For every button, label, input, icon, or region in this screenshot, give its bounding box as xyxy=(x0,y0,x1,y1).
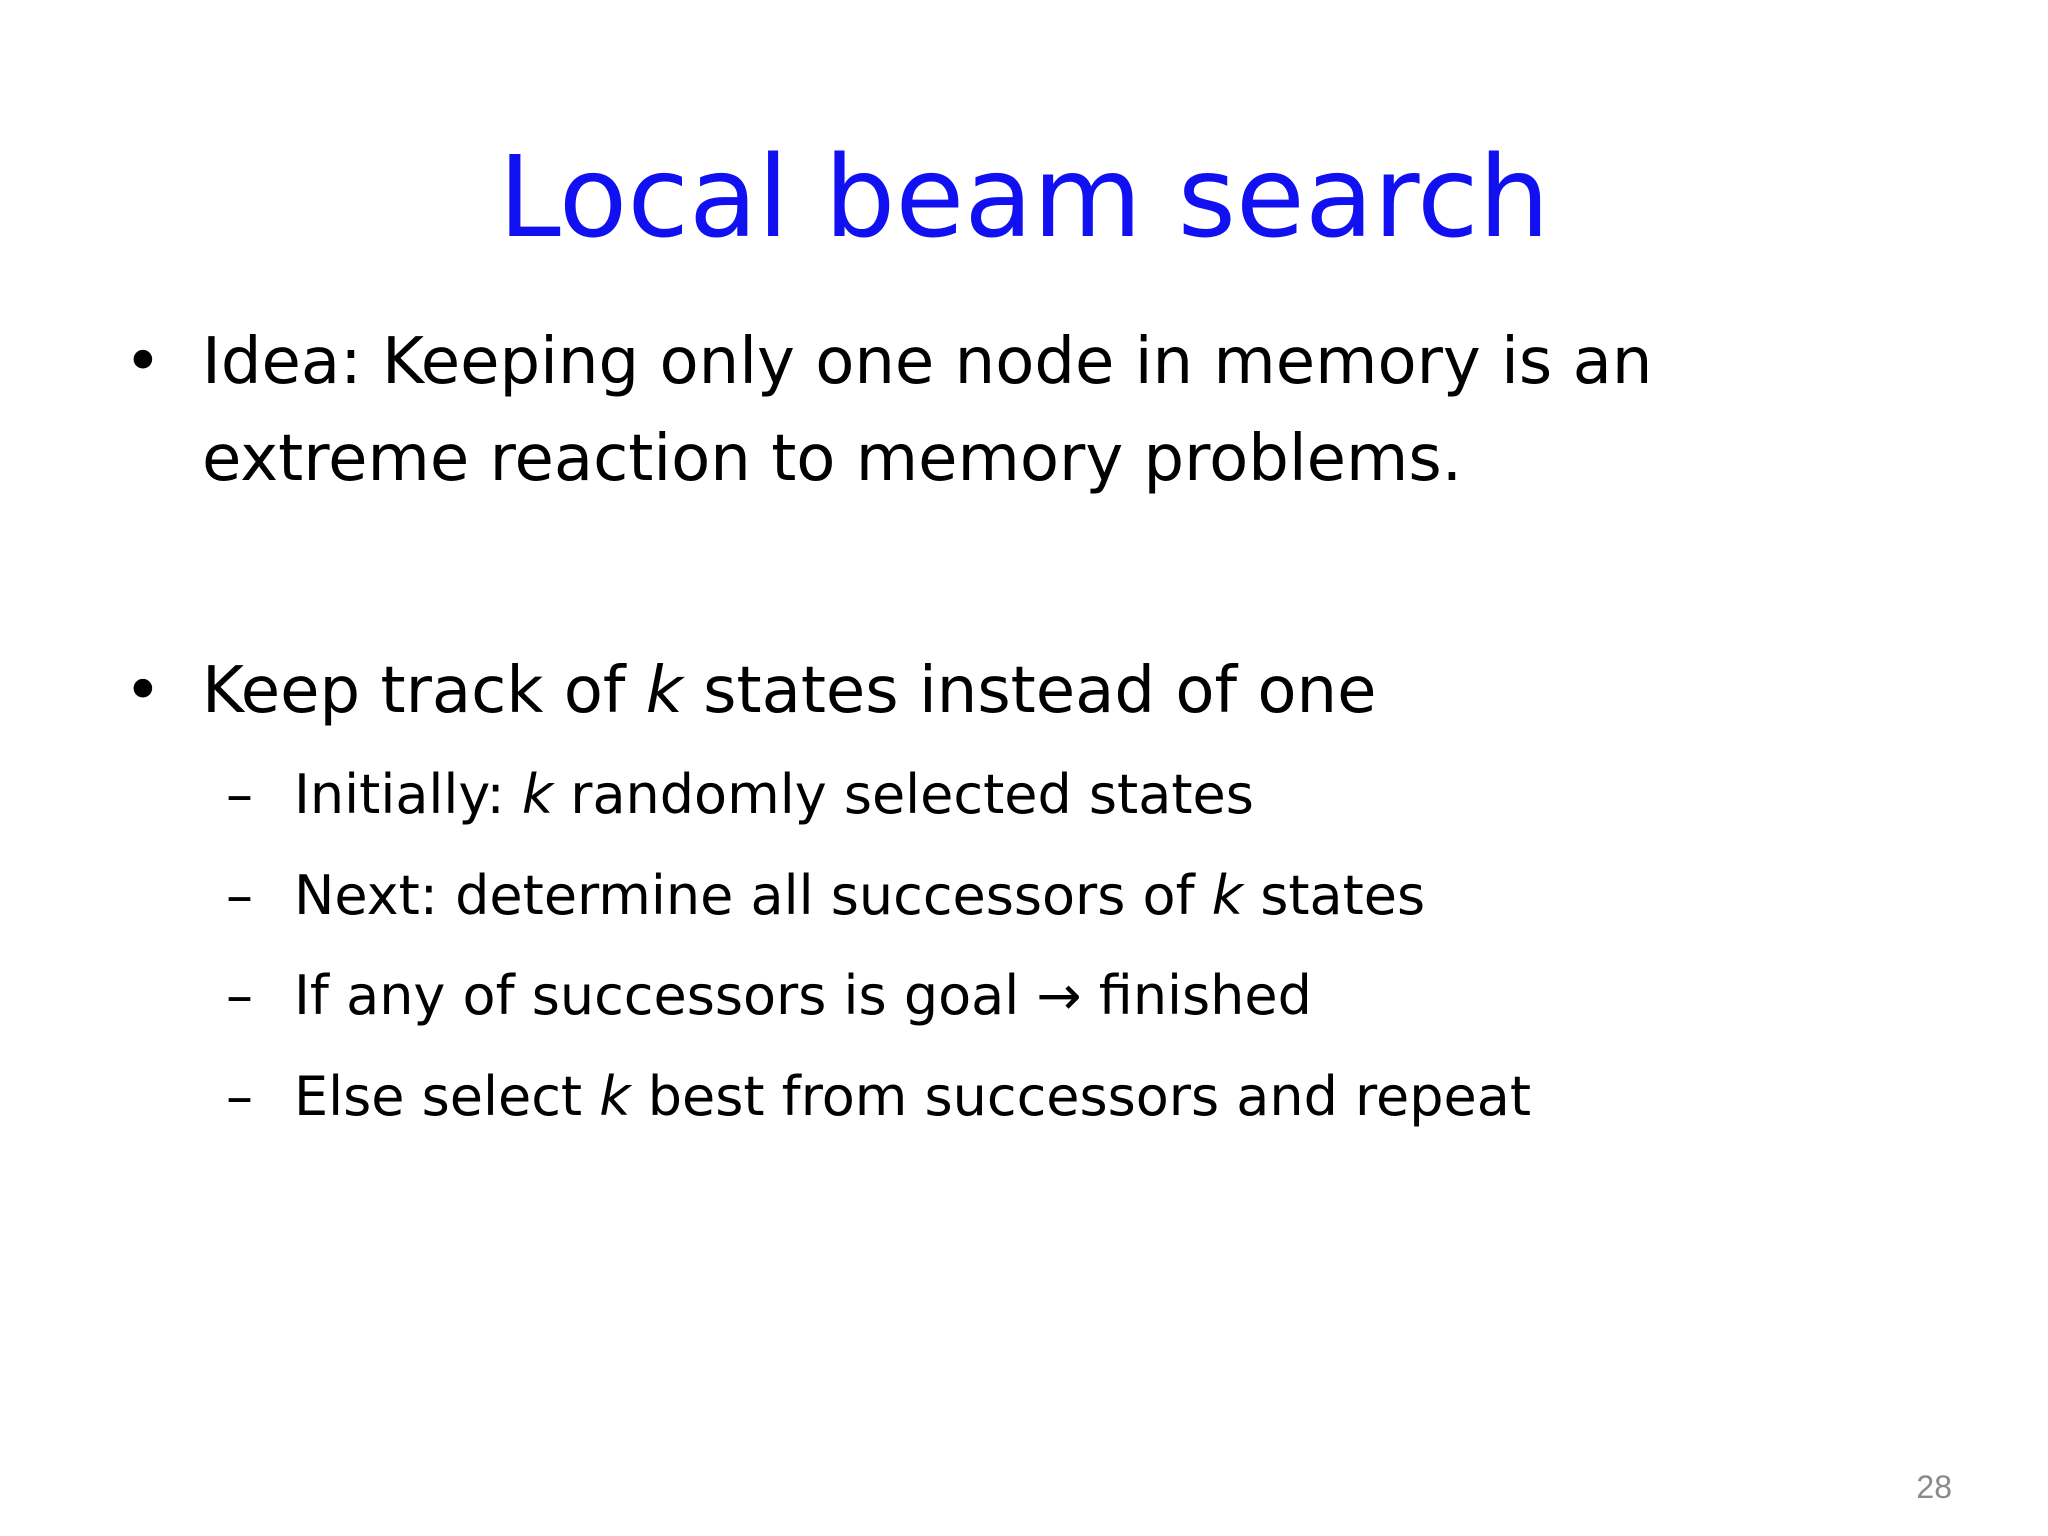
bullet-keep-track xyxy=(202,643,1376,740)
bullet-idea-line1: Idea: Keeping only one node in memory is an xyxy=(202,325,1653,399)
variable-k: k xyxy=(645,654,683,728)
variable-k: k xyxy=(1211,864,1244,927)
bullet-marker: • xyxy=(124,654,162,728)
variable-k: k xyxy=(521,763,554,826)
subitem-text-pre: Else select xyxy=(294,1065,600,1128)
bullet-idea-line2: extreme reaction to memory problems. xyxy=(202,422,1463,496)
bullet-marker: • xyxy=(124,325,162,399)
subitem-marker: – xyxy=(226,763,253,826)
subitem-else xyxy=(294,1062,1531,1132)
subitem-text-post: randomly selected states xyxy=(553,763,1254,826)
subitem-initially xyxy=(294,760,1254,830)
subitem-marker: – xyxy=(226,864,253,927)
slide-title: Local beam search xyxy=(498,133,1550,263)
subitem-text-pre: Initially: xyxy=(294,763,522,826)
subitem-next xyxy=(294,861,1425,931)
subitem-text-post: best from successors and repeat xyxy=(630,1065,1532,1128)
variable-k: k xyxy=(599,1065,631,1128)
bullet-text-pre: Keep track of xyxy=(202,654,646,728)
subitem-text-post: states xyxy=(1243,864,1426,927)
bullet-text-post: states instead of one xyxy=(682,654,1377,728)
page-number: 28 xyxy=(1916,1469,1952,1505)
subitem-if-goal: If any of successors is goal → finished xyxy=(294,964,1312,1027)
bullet-idea xyxy=(202,314,1652,508)
subitem-marker: – xyxy=(226,1065,253,1128)
subitem-marker: – xyxy=(226,964,253,1027)
subitem-text-pre: Next: determine all successors of xyxy=(294,864,1212,927)
